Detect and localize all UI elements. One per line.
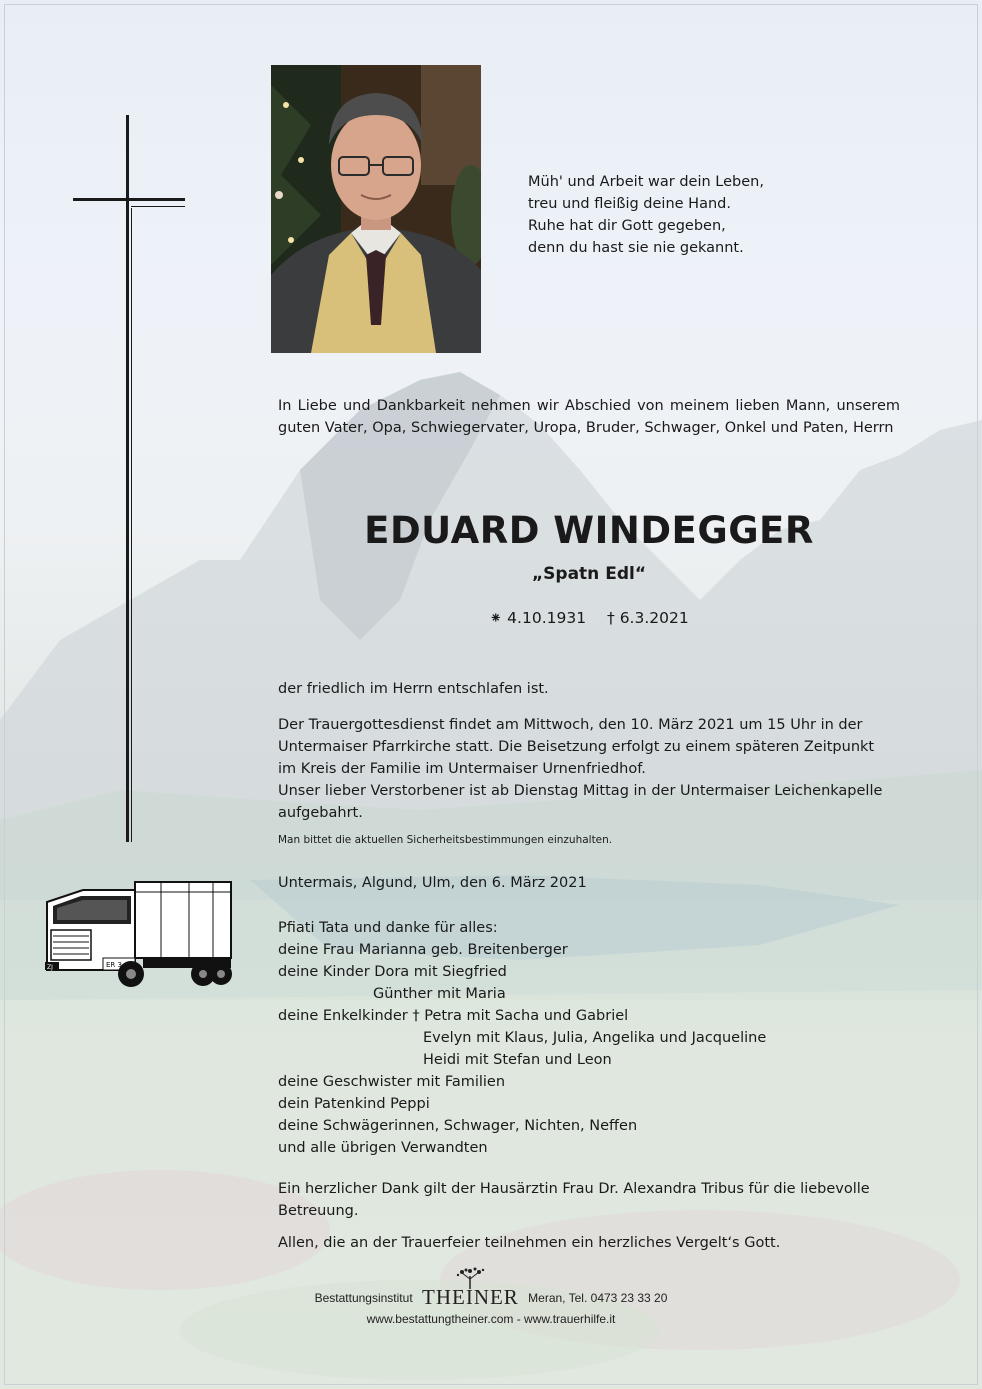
- poem-line: Müh' und Arbeit war dein Leben,: [528, 174, 764, 190]
- family-godchild: dein Patenkind Peppi: [278, 1096, 430, 1112]
- service-info: [278, 714, 900, 824]
- family-grandchildren: deine Enkelkinder † Petra mit Sacha und Gabriel: [278, 1008, 629, 1024]
- cross-icon-inner-line: [131, 206, 185, 207]
- service-line: Der Trauergottesdienst findet am Mittwoch, den 10. März 2021 um 15 Uhr in der: [278, 717, 863, 733]
- intro-text: In Liebe und Dankbarkeit nehmen wir Abschied von meinem lieben Mann, unserem guten Vater, Opa, Schwiegervater, Uropa, Bruder, Schwager, Onkel und Paten, Herrn: [278, 398, 900, 436]
- footer-line: [0, 1285, 982, 1310]
- family-wife: deine Frau Marianna geb. Breitenberger: [278, 942, 568, 958]
- life-dates: [278, 606, 900, 630]
- brand-logo: [416, 1285, 525, 1310]
- footer-prefix: Bestattungsinstitut: [314, 1291, 413, 1305]
- birth-date: ⁕ 4.10.1931: [489, 609, 587, 627]
- truck-side-plate: ER 3: [106, 961, 122, 969]
- family-relatives: und alle übrigen Verwandten: [278, 1140, 488, 1156]
- family-grandchildren: Evelyn mit Klaus, Julia, Angelika und Jacqueline: [423, 1030, 767, 1046]
- poem-line: treu und fleißig deine Hand.: [528, 196, 731, 212]
- family-in-laws: deine Schwägerinnen, Schwager, Nichten, Neffen: [278, 1118, 638, 1134]
- final-thanks: Allen, die an der Trauerfeier teilnehmen ein herzliches Vergelt‘s Gott.: [278, 1235, 781, 1251]
- service-line: aufgebahrt.: [278, 805, 363, 821]
- footer-contact: Meran, Tel. 0473 23 33 20: [528, 1291, 668, 1305]
- service-line: im Kreis der Familie im Untermaiser Urnenfriedhof.: [278, 761, 646, 777]
- tree-icon: [452, 1267, 488, 1289]
- poem-line: Ruhe hat dir Gott gegeben,: [528, 218, 726, 234]
- family-siblings: deine Geschwister mit Familien: [278, 1074, 506, 1090]
- family-greeting: Pfiati Tata und danke für alles:: [278, 920, 498, 936]
- family-children: deine Kinder Dora mit Siegfried: [278, 964, 507, 980]
- service-line: Untermaiser Pfarrkirche statt. Die Beisetzung erfolgt zu einem späteren Zeitpunkt: [278, 739, 875, 755]
- poem: [528, 171, 764, 259]
- passed-text: der friedlich im Herrn entschlafen ist.: [278, 681, 549, 697]
- footer-web: www.bestattungtheiner.com - www.trauerhilfe.it: [366, 1312, 616, 1326]
- cross-icon-stem-inner: [131, 208, 132, 842]
- brand-name: THEINER: [422, 1285, 519, 1309]
- cross-icon-stem: [126, 115, 129, 842]
- portrait-photo: [271, 65, 481, 353]
- death-date: † 6.3.2021: [607, 609, 689, 627]
- deceased-name: EDUARD WINDEGGER: [364, 509, 814, 552]
- deceased-nickname: „Spatn Edl“: [532, 564, 646, 584]
- service-line: Unser lieber Verstorbener ist ab Dienstag Mittag in der Untermaiser Leichenkapelle: [278, 783, 883, 799]
- thanks-text: Ein herzlicher Dank gilt der Hausärztin Frau Dr. Alexandra Tribus für die liebevolle Betreuung.: [278, 1181, 870, 1219]
- place-date: Untermais, Algund, Ulm, den 6. März 2021: [278, 875, 587, 891]
- family-list: [278, 917, 900, 1159]
- cross-icon: [73, 198, 185, 201]
- family-grandchildren: Heidi mit Stefan und Leon: [423, 1052, 612, 1068]
- footer: [0, 1285, 982, 1326]
- truck-front-plate: ZJ: [47, 964, 53, 971]
- poem-line: denn du hast sie nie gekannt.: [528, 240, 744, 256]
- family-children: Günther mit Maria: [373, 986, 506, 1002]
- safety-notice: Man bittet die aktuellen Sicherheitsbestimmungen einzuhalten.: [278, 834, 613, 846]
- truck-icon: [43, 878, 235, 990]
